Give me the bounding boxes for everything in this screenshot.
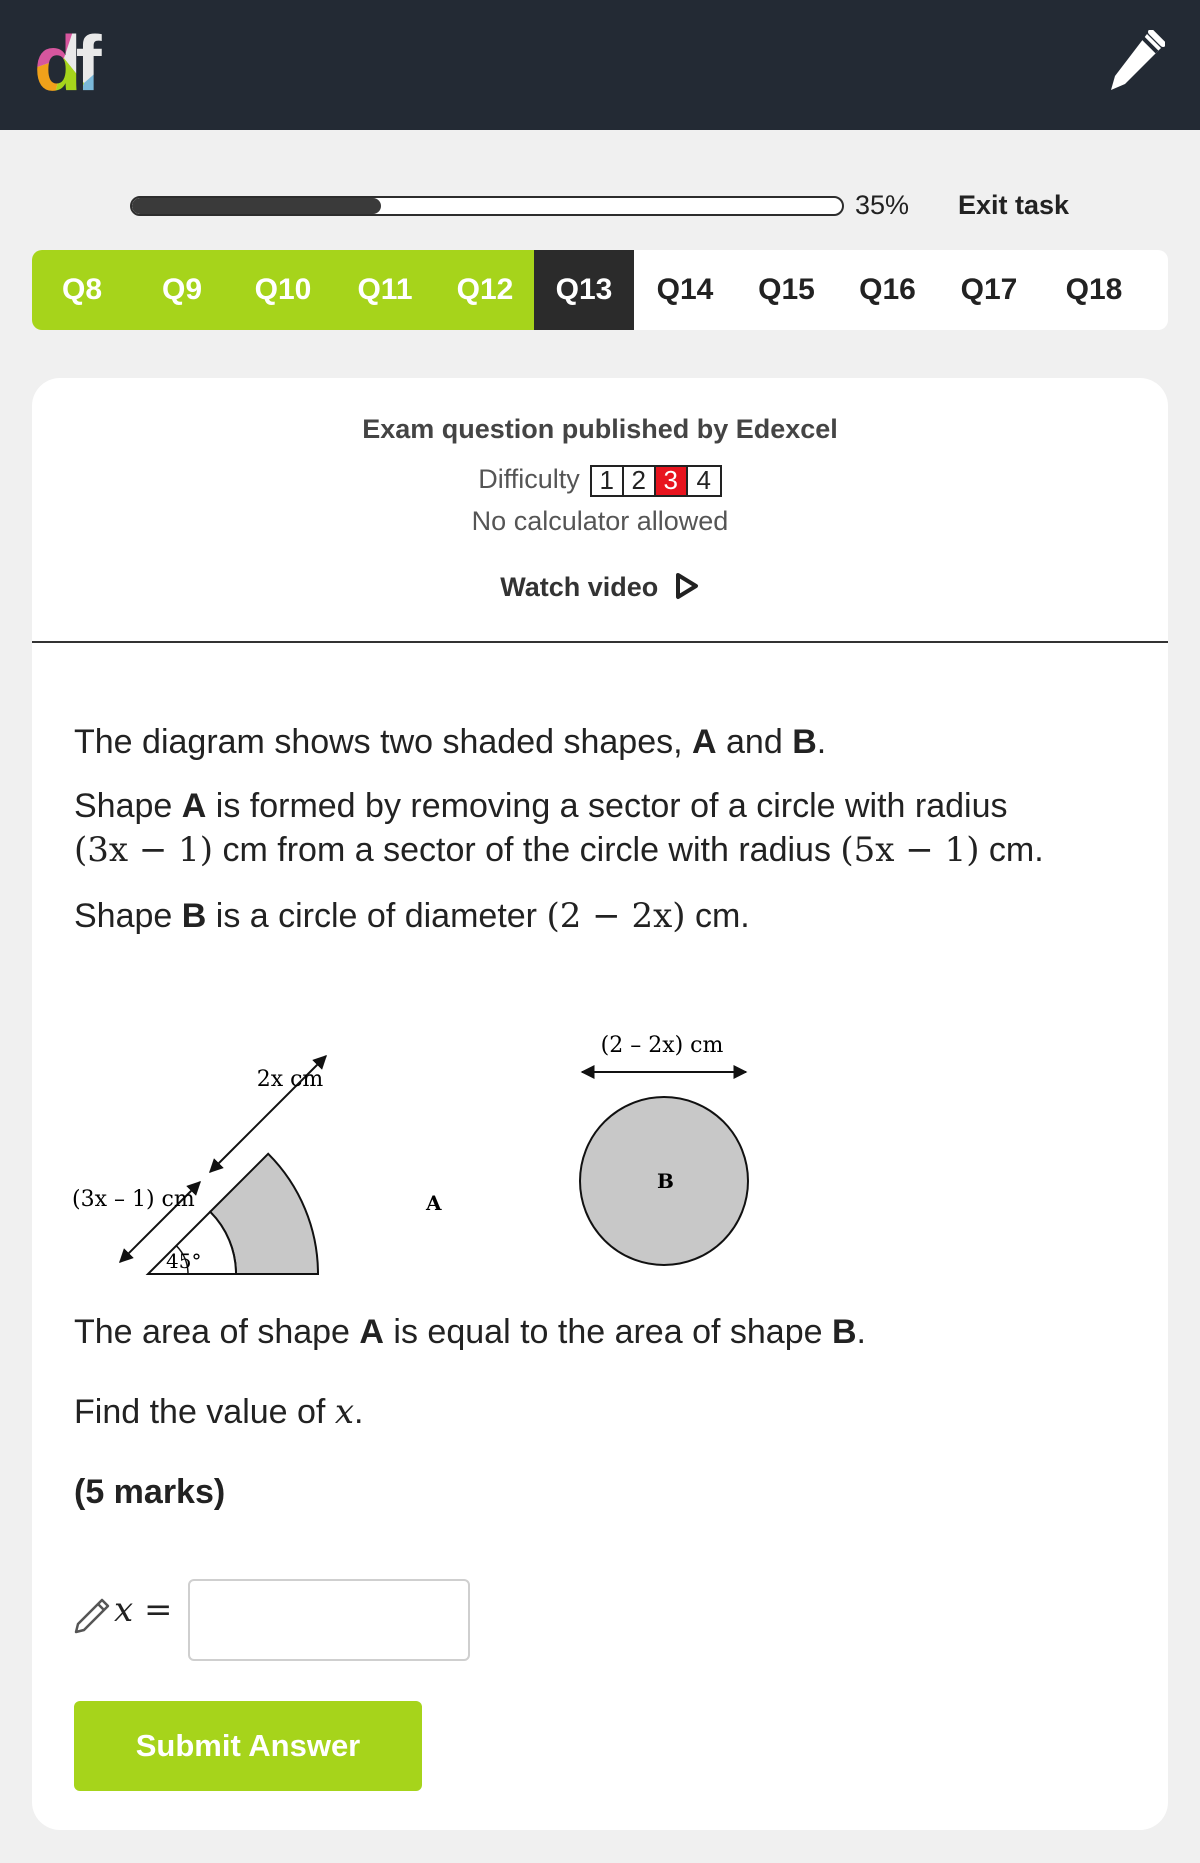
- difficulty-level-3: 3: [656, 467, 688, 495]
- watch-video-label: Watch video: [500, 572, 659, 602]
- question-paragraph-1: The diagram shows two shaded shapes, A and B.: [74, 723, 827, 761]
- question-card: [32, 378, 1168, 1830]
- submit-answer-button[interactable]: Submit Answer: [74, 1701, 422, 1791]
- question-tab-q16[interactable]: Q16: [837, 250, 938, 330]
- question-paragraph-5: Find the value of x.: [74, 1392, 364, 1432]
- label-diameter: (2 – 2x) cm: [600, 1033, 724, 1058]
- top-bar: [0, 0, 1200, 130]
- progress-bar: [130, 196, 844, 216]
- question-tab-q14[interactable]: Q14: [634, 250, 736, 330]
- difficulty-level-2: 2: [624, 467, 656, 495]
- progress-percent: 35%: [855, 190, 910, 220]
- question-tab-q13[interactable]: Q13: [534, 250, 634, 330]
- question-tab-q18[interactable]: Q18: [1040, 250, 1148, 330]
- question-tab-q15[interactable]: Q15: [736, 250, 837, 330]
- question-tab-q8[interactable]: Q8: [32, 250, 132, 330]
- math-radius-outer: (5x − 1): [840, 830, 980, 870]
- label-a: A: [426, 1191, 442, 1215]
- question-paragraph-4: The area of shape A is equal to the area of shape B.: [74, 1313, 866, 1351]
- question-tab-q17[interactable]: Q17: [938, 250, 1040, 330]
- question-tab-q12[interactable]: Q12: [436, 250, 534, 330]
- play-icon: [674, 572, 700, 600]
- exit-task-link[interactable]: Exit task: [958, 190, 1070, 220]
- df-logo-icon[interactable]: [34, 28, 124, 98]
- label-b: B: [657, 1169, 674, 1193]
- question-paragraph-2: Shape A is formed by removing a sector of a circle with radius (3x − 1) cm from a sector of the circle with radius (5x − 1) cm.: [74, 787, 1044, 870]
- divider: [32, 641, 1168, 643]
- math-radius-inner: (3x − 1): [74, 830, 214, 870]
- question-tab-q10[interactable]: Q10: [232, 250, 334, 330]
- label-2x: 2x cm: [256, 1067, 324, 1092]
- difficulty-label: Difficulty: [478, 464, 580, 494]
- pencil-icon: [72, 1596, 112, 1636]
- pen-icon[interactable]: [1103, 30, 1165, 96]
- question-paragraph-3: Shape B is a circle of diameter (2 − 2x) cm.: [74, 896, 750, 936]
- shapes-diagram: [70, 1006, 790, 1288]
- difficulty-level-4: 4: [688, 467, 720, 495]
- question-source: Exam question published by Edexcel: [362, 414, 838, 444]
- calculator-note: No calculator allowed: [471, 506, 729, 536]
- progress-fill: [132, 198, 381, 214]
- difficulty: [32, 464, 1168, 497]
- label-angle: 45°: [166, 1249, 202, 1273]
- difficulty-level-1: 1: [592, 467, 624, 495]
- answer-input[interactable]: [188, 1579, 470, 1661]
- watch-video-link[interactable]: [32, 572, 1168, 603]
- math-diameter: (2 − 2x): [546, 896, 686, 936]
- question-nav: [32, 250, 1168, 330]
- label-3x: (3x – 1) cm: [72, 1187, 195, 1212]
- question-tab-q9[interactable]: Q9: [132, 250, 232, 330]
- marks-label: (5 marks): [74, 1473, 226, 1511]
- answer-variable: x =: [114, 1590, 173, 1630]
- difficulty-scale: [590, 465, 722, 497]
- question-tab-q11[interactable]: Q11: [334, 250, 436, 330]
